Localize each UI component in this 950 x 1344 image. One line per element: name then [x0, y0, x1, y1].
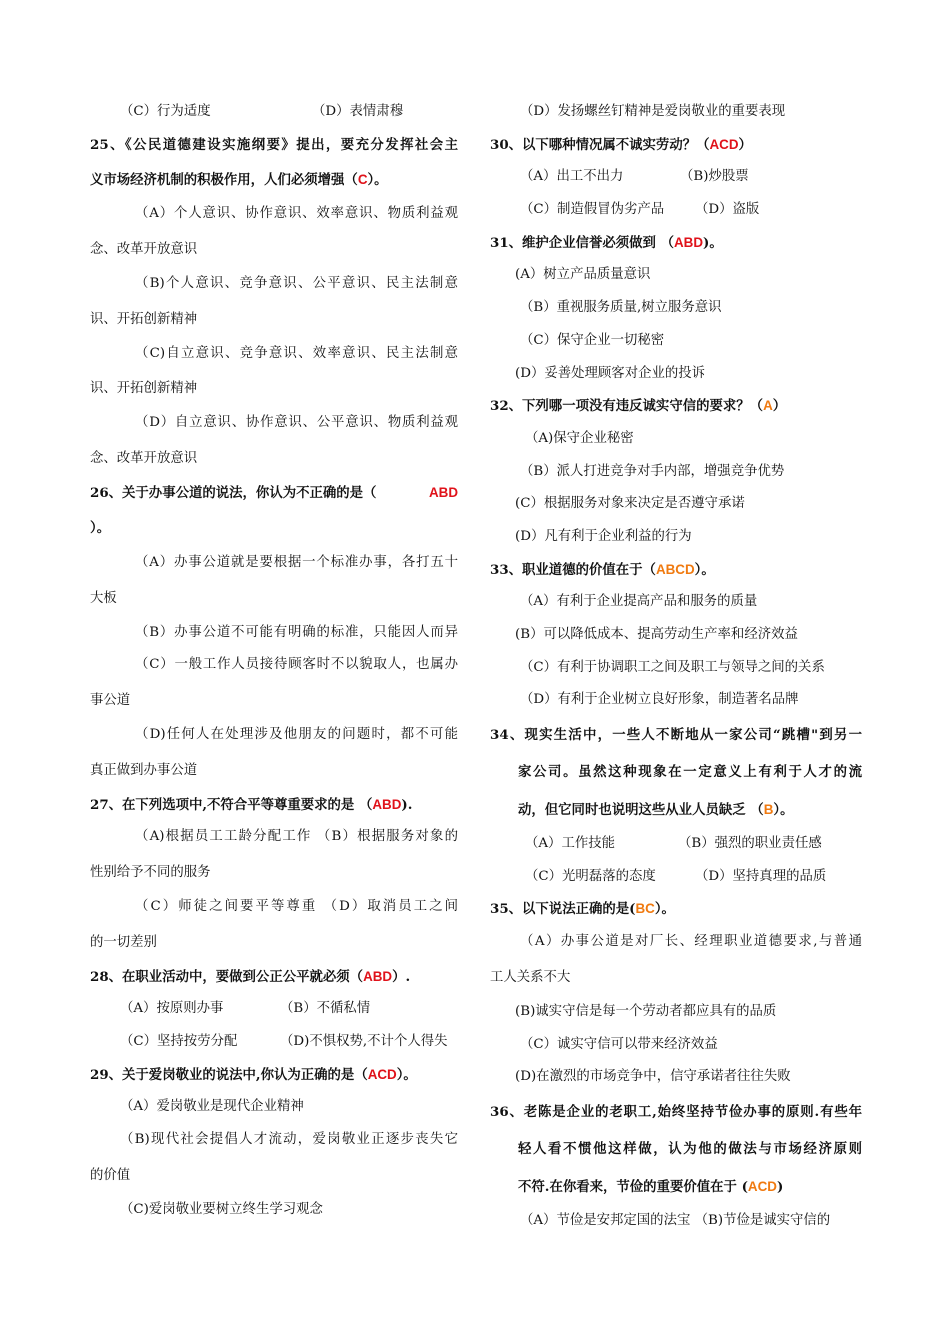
option-26d-line2: 真正做到办事公道: [90, 762, 198, 778]
option-33c: （C）有利于协调职工之间及职工与领导之间的关系: [520, 659, 825, 675]
option-32d: (D）凡有利于企业利益的行为: [515, 528, 692, 544]
option-33d: （D）有利于企业树立良好形象，制造著名品牌: [520, 692, 799, 708]
option-29a: （A）爱岗敬业是现代企业精神: [120, 1099, 304, 1115]
right-column: [490, 96, 862, 1238]
option-row-34ab: （A）工作技能 （B）强烈的职业责任感: [525, 836, 822, 852]
question-28: 28、在职业活动中，要做到公正公平就必须（ABD）.: [90, 968, 411, 985]
option-26d-line1: （D)任何人在处理涉及他朋友的问题时，都不可能: [135, 726, 458, 742]
option-27cd-line2: 的一切差别: [90, 934, 157, 950]
option-29c: （C)爱岗敬业要树立终生学习观念: [120, 1201, 323, 1217]
option-33a: （A）有利于企业提高产品和服务的质量: [520, 594, 758, 610]
answer-26: ABD: [428, 485, 458, 501]
option-32c: (C）根据服务对象来决定是否遵守承诺: [515, 496, 745, 512]
option-32b: （B）派人打进竞争对手内部，增强竞争优势: [520, 463, 785, 479]
option-35a-line2: 工人关系不大: [490, 969, 571, 985]
answer-25: C: [357, 172, 368, 188]
question-30: 30、以下哪种情况属不诚实劳动？（ACD）: [490, 136, 752, 153]
answer-30: ACD: [709, 136, 739, 152]
option-26c-line2: 事公道: [90, 692, 131, 708]
option-25a-line1: （A）个人意识、协作意识、效率意识、物质利益观: [135, 206, 458, 222]
question-34-line3: 动，但它同时也说明这些从业人员缺乏 （B）。: [518, 802, 794, 819]
option-26a-line2: 大板: [90, 590, 117, 606]
question-34-line1: 34、现实生活中，一些人不断地从一家公司“跳槽"到另一: [490, 727, 862, 744]
question-35: 35、以下说法正确的是(BC）。: [490, 901, 675, 918]
option-31b: （B）重视服务质量,树立服务意识: [520, 300, 722, 316]
option-31a: (A）树立产品质量意识: [515, 267, 651, 283]
option-35a-line1: （A）办事公道是对厂长、经理职业道德要求,与普通: [520, 934, 862, 950]
option-row-30ab: （A）出工不出力 （B)炒股票: [520, 169, 749, 185]
answer-35: BC: [635, 901, 655, 917]
option-33b: (B）可以降低成本、提高劳动生产率和经济效益: [515, 627, 798, 642]
question-26-line1: 26、关于办事公道的说法，你认为不正确的是（ ABD: [90, 477, 458, 510]
answer-31: ABD: [673, 234, 703, 250]
answer-36: ACD: [747, 1178, 777, 1194]
option-row: [90, 96, 458, 129]
question-32: 32、下列哪一项没有违反诚实守信的要求？（A）: [490, 398, 787, 415]
option-25c-line1: （C)自立意识、竞争意识、效率意识、民主法制意: [135, 345, 458, 361]
option-25c-line2: 识、开拓创新精神: [90, 381, 198, 397]
answer-28: ABD: [363, 968, 393, 984]
option-27cd-line1: （C）师徒之间要平等尊重 （D）取消员工之间: [135, 898, 458, 914]
question-36-line2: 轻人看不惯他这样做，认为他的做法与市场经济原则: [518, 1140, 862, 1157]
option-35c: （C）诚实守信可以带来经济效益: [520, 1036, 718, 1052]
option-29b-line1: （B)现代社会提倡人才流动，爱岗敬业正逐步丧失它: [120, 1132, 458, 1148]
question-36-line1: 36、老陈是企业的老职工,始终坚持节俭办事的原则.有些年: [490, 1103, 862, 1120]
option-27ab-line2: 性别给予不同的服务: [90, 864, 211, 880]
option-d: （D）表情肃穆: [312, 104, 404, 119]
answer-32: A: [763, 398, 773, 414]
option-35b: (B)诚实守信是每一个劳动者都应具有的品质: [515, 1003, 777, 1019]
option-row-34cd: （C）光明磊落的态度 （D）坚持真理的品质: [525, 868, 827, 884]
option-27ab-line1: （A)根据员工工龄分配工作 （B）根据服务对象的: [135, 829, 458, 845]
answer-34: B: [763, 802, 774, 818]
option-25d-line1: （D）自立意识、协作意识、公平意识、物质利益观: [135, 415, 458, 431]
question-25-line2: 义市场经济机制的积极作用，人们必须增强（C）。: [90, 172, 388, 189]
option-25d-line2: 念、改革开放意识: [90, 451, 198, 467]
option-31d: (D）妥善处理顾客对企业的投诉: [515, 365, 706, 381]
option-row-30cd: （C）制造假冒伪劣产品 （D）盗版: [520, 202, 760, 218]
question-33: 33、职业道德的价值在于（ABCD）。: [490, 561, 715, 578]
option-26a-line1: （A）办事公道就是要根据一个标准办事，各打五十: [135, 554, 458, 570]
option-26c-line1: （C）一般工作人员接待顾客时不以貌取人，也属办: [135, 657, 458, 673]
option-29d: （D）发扬螺丝钉精神是爱岗敬业的重要表现: [520, 104, 786, 119]
option-32a: （A)保守企业秘密: [525, 430, 634, 446]
option-25b-line2: 识、开拓创新精神: [90, 311, 198, 327]
option-row-28cd: （C）坚持按劳分配 （D)不惧权势,不计个人得失: [120, 1034, 448, 1049]
left-column: [90, 96, 458, 1226]
question-36-line3: 不符.在你看来，节俭的重要价值在于 (ACD): [518, 1178, 784, 1195]
question-31: 31、维护企业信誉必须做到 （ABD)。: [490, 234, 723, 251]
option-25a-line2: 念、改革开放意识: [90, 242, 198, 258]
answer-27: ABD: [372, 796, 402, 812]
answer-29: ACD: [367, 1066, 397, 1082]
answer-33: ABCD: [655, 561, 695, 577]
option-26b: （B）办事公道不可能有明确的标准，只能因人而异: [135, 624, 458, 640]
option-31c: （C）保守企业一切秘密: [520, 332, 665, 348]
question-26-line2: ）。: [90, 519, 111, 536]
option-row-28ab: （A）按原则办事 （B）不循私情: [120, 1001, 371, 1017]
option-row-36ab: （A）节俭是安邦定国的法宝 （B)节俭是诚实守信的: [520, 1212, 831, 1228]
option-c: （C）行为适度: [120, 104, 211, 119]
option-29b-line2: 的价值: [90, 1167, 131, 1183]
option-35d: (D)在激烈的市场竞争中，信守承诺者往往失败: [515, 1069, 791, 1085]
option-25b-line1: （B)个人意识、竞争意识、公平意识、民主法制意: [135, 276, 458, 292]
question-29: 29、关于爱岗敬业的说法中,你认为正确的是（ACD）。: [90, 1066, 417, 1083]
question-34-line2: 家公司。虽然这种现象在一定意义上有利于人才的流: [518, 764, 862, 781]
question-25-line1: 25、《公民道德建设实施纲要》提出，要充分发挥社会主: [90, 136, 458, 153]
question-27: 27、在下列选项中,不符合平等尊重要求的是 （ABD).: [90, 796, 413, 813]
